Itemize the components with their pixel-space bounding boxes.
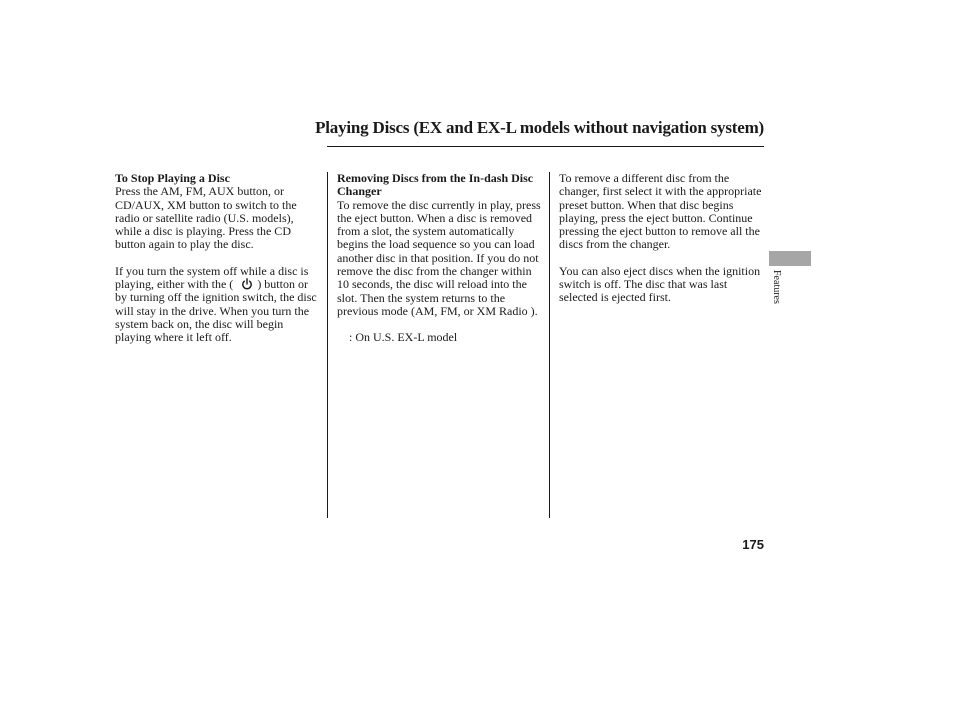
stop-playing-paragraph: Press the AM, FM, AUX button, or CD/AUX, XM button to switch to the radio or satellite radio (U.S. models), while a disc is playing. Press the CD button again to play the disc. <box>115 184 297 252</box>
column-removing-discs <box>337 172 543 345</box>
power-off-text-start: If you turn the system off while a disc is playing, either with the ( <box>115 263 309 292</box>
power-off-paragraph <box>115 265 321 345</box>
power-off-text-end: ) button or by turning off the ignition switch, the disc will stay in the drive. When you turn the system back on, the disc will begin playing where it left off. <box>115 277 317 345</box>
column-divider-2 <box>549 172 550 518</box>
removing-discs-paragraph: To remove the disc currently in play, press the eject button. When a disc is removed from a slot, the system automatically begins the load sequence so you can load another disc in that position. If you do not remove the disc from the changer within 10 seconds, the disc will reload into the slot. Then the system returns to the previous mode (AM, FM, or XM Radio ). <box>337 197 541 318</box>
page-number: 175 <box>742 537 764 552</box>
power-icon <box>241 278 253 290</box>
title-divider <box>327 146 764 147</box>
section-heading-removing-discs: Removing Discs from the In-dash Disc Changer <box>337 171 534 199</box>
column-remove-different-disc <box>559 172 765 305</box>
page-title: Playing Discs (EX and EX-L models without navigation system) <box>315 118 764 137</box>
model-footnote: : On U.S. EX-L model <box>349 330 458 345</box>
section-label-features: Features <box>771 270 782 304</box>
column-divider-1 <box>327 172 328 518</box>
section-tab-marker <box>769 251 811 266</box>
remove-different-disc-paragraph: To remove a different disc from the changer, first select it with the appropriate preset button. When that disc begins playing, press the eject button. Continue pressing the eject button to remove all the discs from the changer. <box>559 171 762 252</box>
eject-ignition-off-paragraph: You can also eject discs when the ignition switch is off. The disc that was last selected is ejected first. <box>559 263 761 305</box>
section-heading-stop-playing: To Stop Playing a Disc <box>115 171 230 185</box>
column-stop-playing <box>115 172 321 345</box>
